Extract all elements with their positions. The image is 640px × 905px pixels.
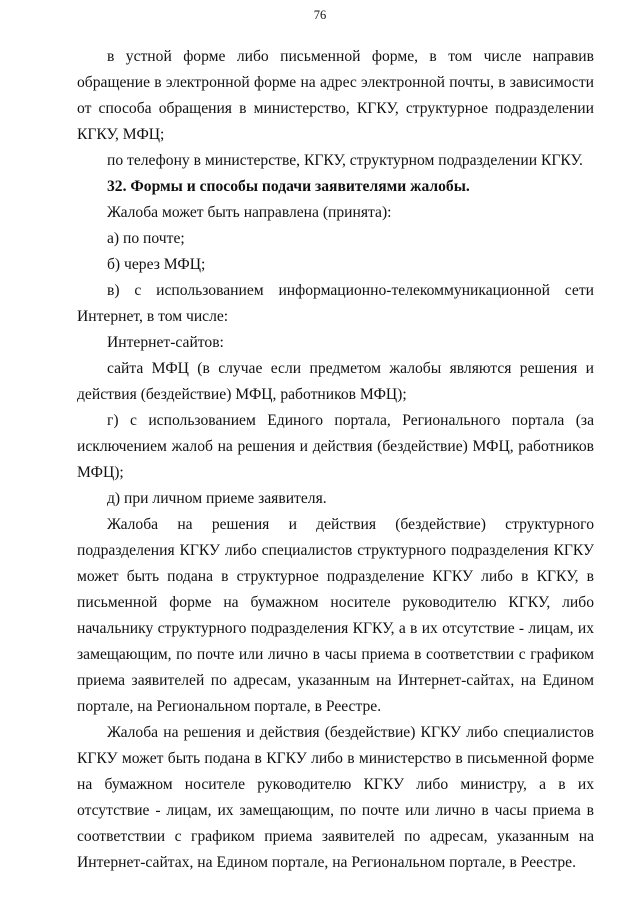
section-heading-32: 32. Формы и способы подачи заявителями жалобы.: [107, 178, 470, 195]
list-item-a-by-mail: а) по почте;: [107, 230, 185, 247]
paragraph-oral-written-form: в устной форме либо письменной форме, в том числе направив обращение в электронной форме на адрес электронной почты, в зависимости от способа обращения в министерство, КГКУ, структурное подразделении КГКУ, МФЦ;: [77, 48, 594, 143]
page-number: 76: [313, 8, 327, 22]
list-item-b-via-mfc: б) через МФЦ;: [107, 256, 206, 273]
paragraph-complaint-structural-division: Жалоба на решения и действия (бездействие) структурного подразделения КГКУ либо специалистов структурного подразделения КГКУ может быть подана в структурное подразделение КГКУ либо в КГКУ, в письменной форме на бумажном носителе руководителю КГКУ, либо начальнику структурного подразделения КГКУ, а в их отсутствие - лицам, их замещающим, по почте или лично в часы приема в соответствии с графиком приема заявителей по адресам, указанным на Интернет-сайтах, на Едином портале, на Региональном портале, в Реестре.: [77, 516, 594, 715]
paragraph-complaint-may-be-sent: Жалоба может быть направлена (принята):: [107, 204, 392, 221]
list-item-g-portals: г) с использованием Единого портала, Регионального портала (за исключением жалоб на решения и действия (бездействие) МФЦ, работников МФЦ);: [77, 412, 594, 481]
paragraph-complaint-kgku: Жалоба на решения и действия (бездействие) КГКУ либо специалистов КГКУ может быть подана в КГКУ либо в министерство в письменной форме на бумажном носителе руководителю КГКУ либо министру, а в их отсутствие - лицам, их замещающим, по почте или лично в часы приема в соответствии с графиком приема заявителей по адресам, указанным на Интернет-сайтах, на Едином портале, на Региональном портале, в Реестре.: [77, 724, 594, 871]
document-body: [77, 44, 594, 876]
paragraph-mfc-site: сайта МФЦ (в случае если предметом жалобы являются решения и действия (бездействие) МФЦ, работников МФЦ);: [77, 360, 594, 403]
paragraph-internet-sites: Интернет-сайтов:: [107, 334, 224, 351]
list-item-d-personal-reception: д) при личном приеме заявителя.: [107, 490, 327, 507]
paragraph-by-phone: по телефону в министерстве, КГКУ, структурном подразделении КГКУ.: [107, 152, 583, 169]
list-item-v-internet: в) с использованием информационно-телекоммуникационной сети Интернет, в том числе:: [77, 282, 594, 325]
